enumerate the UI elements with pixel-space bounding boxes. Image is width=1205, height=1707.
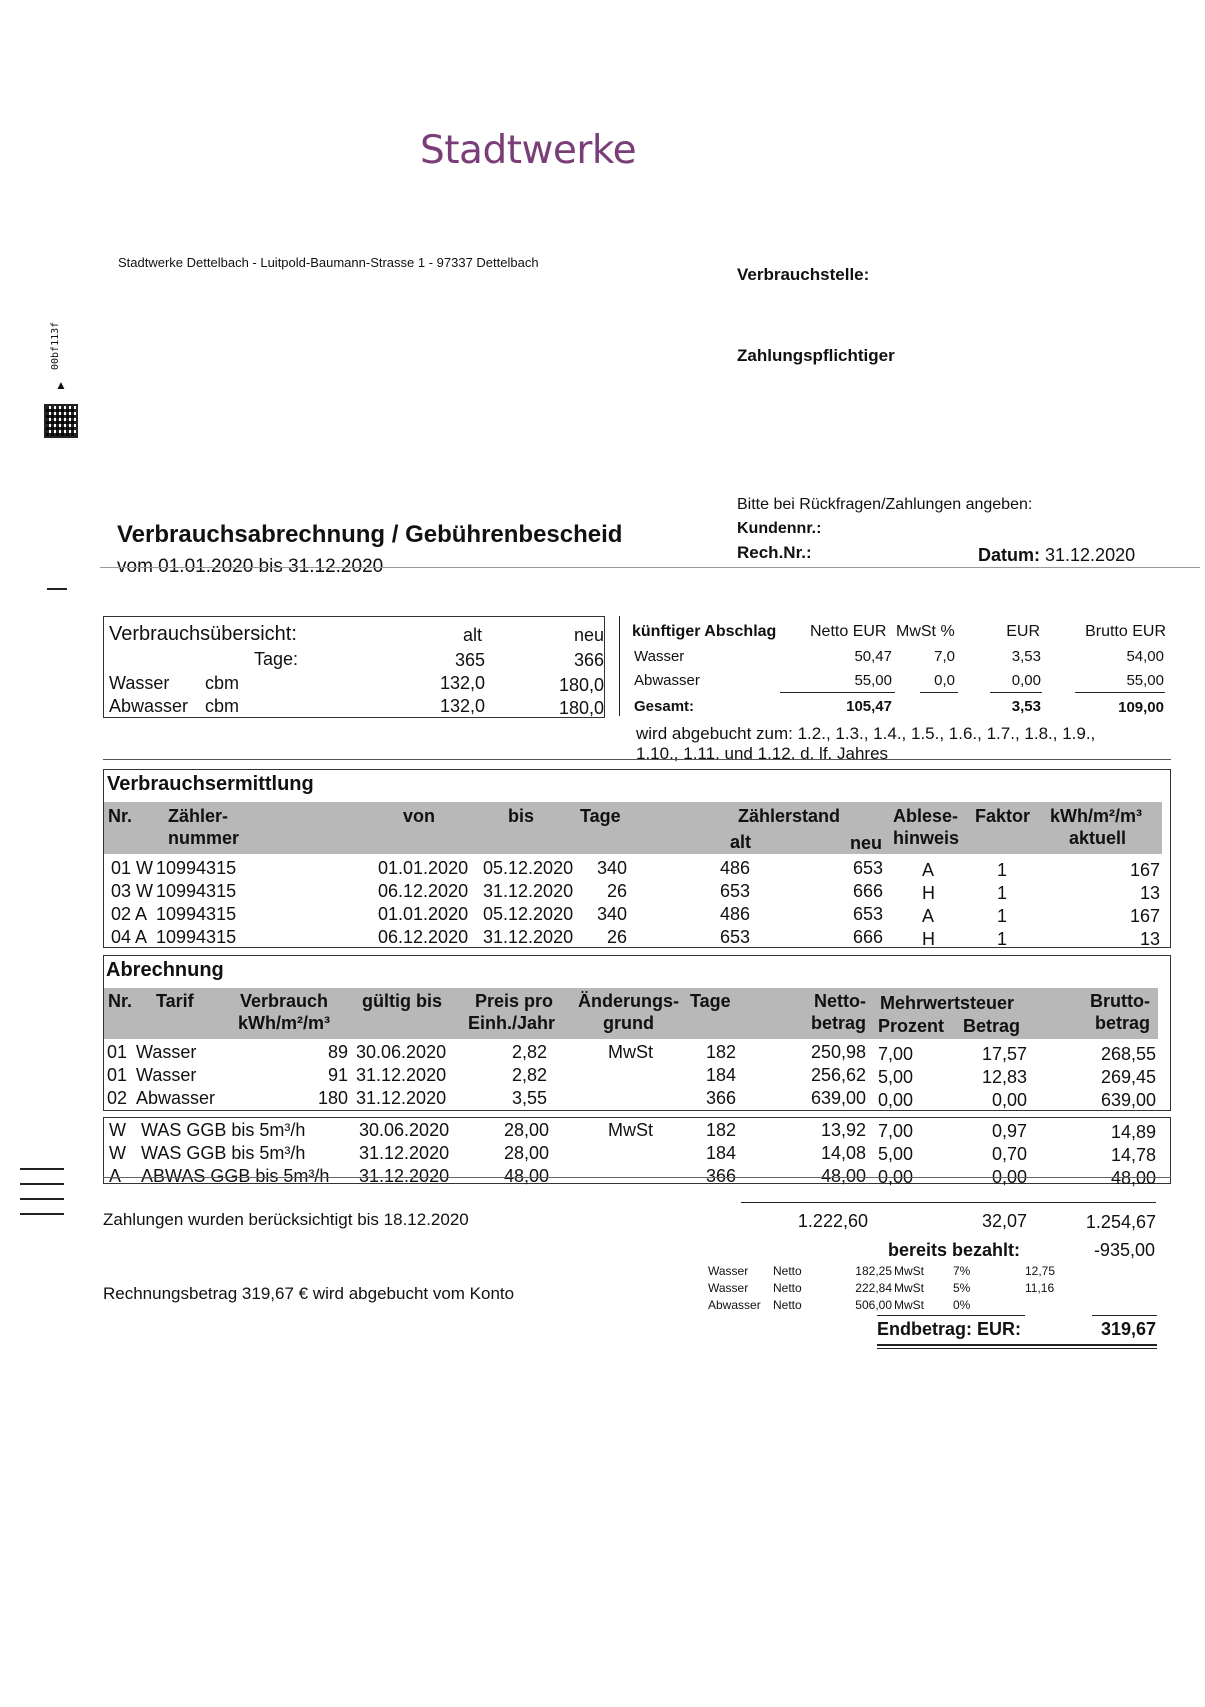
table-row-brutto: 269,45	[1100, 1067, 1156, 1087]
breakdown-name: Wasser	[708, 1264, 749, 1278]
table-row-brutto: 268,55	[1100, 1044, 1156, 1064]
document-title: Verbrauchsabrechnung / Gebührenbescheid	[117, 521, 623, 548]
fee-row-netto: 48,00	[820, 1166, 866, 1186]
abschlag-total-label: Gesamt:	[634, 698, 695, 715]
table-row-faktor: 1	[997, 860, 1008, 880]
abschlag-rule	[1075, 692, 1165, 693]
section-rule	[103, 759, 1171, 760]
breakdown-kind: Netto	[773, 1264, 802, 1278]
table-row-brutto: 639,00	[1100, 1090, 1156, 1110]
omr-mark-2	[20, 1183, 64, 1185]
overview-title: Verbrauchsübersicht:	[109, 623, 297, 645]
abschlag-total-eur: 3,53	[1011, 698, 1041, 715]
overview-row-neu: 180,0	[558, 675, 604, 695]
fee-row-gueltig: 31.12.2020	[359, 1143, 450, 1163]
abrechnung-h-aend2: grund	[603, 1013, 654, 1033]
table-row-zaehler: 10994315	[156, 904, 237, 924]
fee-row-nr: A	[109, 1166, 122, 1186]
table-row-tarif: Abwasser	[136, 1088, 216, 1108]
table-row-zaehler: 10994315	[156, 881, 237, 901]
table-row-nr: 04 A	[111, 927, 148, 947]
table-row-nr: 02	[107, 1088, 128, 1108]
table-row-betrag: 0,00	[991, 1090, 1027, 1110]
abrechnung-h-netto2: betrag	[810, 1013, 866, 1033]
table-row-faktor: 1	[997, 929, 1008, 949]
zahlungspflichtiger-label: Zahlungspflichtiger	[737, 346, 895, 365]
table-row-netto: 639,00	[810, 1088, 866, 1108]
sum-mwst: 32,07	[981, 1211, 1027, 1231]
abrechnung-h-tage: Tage	[690, 991, 731, 1011]
ermittlung-title: Verbrauchsermittlung	[107, 773, 314, 795]
table-row-prozent: 0,00	[878, 1090, 914, 1110]
overview-row-neu: 180,0	[558, 698, 604, 718]
table-row-faktor: 1	[997, 883, 1008, 903]
table-row-aktuell: 167	[1129, 906, 1160, 926]
fee-strike-rule	[103, 1177, 1171, 1178]
table-row-hinweis: H	[922, 883, 935, 903]
rechnr-label: Rech.Nr.:	[737, 543, 812, 562]
table-row-verbrauch: 180	[317, 1088, 348, 1108]
abschlag-row-netto: 55,00	[854, 672, 892, 689]
fee-row-preis: 28,00	[503, 1143, 549, 1163]
table-row-zaehler: 10994315	[156, 858, 237, 878]
abschlag-col-netto: Netto EUR	[810, 623, 887, 640]
ermittlung-h-kwh1: kWh/m²/m³	[1050, 806, 1142, 826]
table-row-tage: 182	[705, 1042, 736, 1062]
debit-note: Rechnungsbetrag 319,67 € wird abgebucht vom Konto	[103, 1284, 515, 1303]
breakdown-rate: 0%	[953, 1298, 971, 1312]
ermittlung-h-kwh2: aktuell	[1069, 828, 1127, 848]
table-row-betrag: 12,83	[981, 1067, 1027, 1087]
brand-logo: Stadtwerke	[420, 128, 637, 173]
overview-row-unit: cbm	[205, 696, 240, 716]
fee-row-nr: W	[109, 1143, 126, 1163]
abrechnung-h-aend1: Änderungs-	[578, 991, 679, 1011]
abschlag-row-mwst: 7,0	[934, 648, 955, 665]
table-row-von: 06.12.2020	[378, 927, 469, 947]
fee-row-brutto: 14,78	[1110, 1145, 1156, 1165]
fee-row-tage: 184	[705, 1143, 736, 1163]
table-row-grund: MwSt	[608, 1042, 653, 1062]
endbetrag-double-rule	[877, 1348, 1157, 1349]
fee-row-grund: MwSt	[608, 1120, 653, 1140]
abrechnung-h-prozent: Prozent	[878, 1016, 945, 1036]
fee-row-tarif: ABWAS GGB bis 5m³/h	[141, 1166, 330, 1186]
breakdown-tax: 11,16	[1025, 1281, 1055, 1295]
breakdown-rate: 7%	[953, 1264, 971, 1278]
abrechnung-h-nr: Nr.	[108, 991, 133, 1011]
omr-mark-1	[20, 1168, 64, 1170]
abrechnung-h-preis2: Einh./Jahr	[468, 1013, 556, 1033]
table-row-hinweis: A	[922, 906, 935, 926]
table-row-alt: 653	[719, 927, 750, 947]
abschlag-row-eur: 3,53	[1011, 648, 1041, 665]
breakdown-amount: 222,84	[855, 1281, 892, 1295]
ermittlung-h-faktor: Faktor	[975, 806, 1031, 826]
ermittlung-h-zaehler2: nummer	[168, 828, 240, 848]
abrechnung-h-preis1: Preis pro	[475, 991, 554, 1011]
breakdown-name: Abwasser	[708, 1298, 761, 1312]
table-row-von: 06.12.2020	[378, 881, 469, 901]
fee-row-prozent: 5,00	[878, 1144, 914, 1164]
table-row-bis: 31.12.2020	[483, 927, 574, 947]
title-rule	[100, 567, 1200, 568]
table-row-nr: 03 W	[111, 881, 154, 901]
table-row-betrag: 17,57	[981, 1044, 1027, 1064]
breakdown-rate: 5%	[953, 1281, 971, 1295]
ermittlung-h-ablese1: Ablese-	[893, 806, 959, 826]
ermittlung-h-ablese2: hinweis	[893, 828, 960, 848]
table-row-netto: 250,98	[810, 1042, 866, 1062]
bezahlt-label: bereits bezahlt:	[888, 1240, 1021, 1260]
table-row-hinweis: H	[922, 929, 935, 949]
sum-netto: 1.222,60	[797, 1211, 868, 1231]
summary-rule	[741, 1202, 1156, 1203]
table-row-nr: 02 A	[111, 904, 148, 924]
abrechnung-h-netto1: Netto-	[814, 991, 866, 1011]
abschlag-row-brutto: 55,00	[1126, 672, 1164, 689]
table-row-gueltig: 31.12.2020	[356, 1065, 447, 1085]
reference-hint: Bitte bei Rückfragen/Zahlungen angeben:	[737, 496, 1033, 513]
ermittlung-h-alt: alt	[730, 832, 752, 852]
datamatrix-code-icon	[44, 404, 78, 438]
abschlag-total-netto: 105,47	[846, 698, 892, 715]
fee-row-betrag: 0,00	[991, 1167, 1027, 1187]
datum	[978, 545, 1135, 566]
abschlag-title: künftiger Abschlag	[632, 623, 777, 640]
overview-tage-label: Tage:	[254, 649, 299, 669]
endbetrag-double-rule	[877, 1344, 1157, 1346]
table-row-faktor: 1	[997, 906, 1008, 926]
ermittlung-h-zaehlerstand: Zählerstand	[738, 806, 841, 826]
abschlag-col-eur: EUR	[1006, 623, 1040, 640]
endbetrag-rule	[877, 1315, 1025, 1316]
fee-row-prozent: 0,00	[878, 1167, 914, 1187]
abschlag-row-eur: 0,00	[1011, 672, 1041, 689]
abschlag-col-mwst: MwSt %	[896, 623, 955, 640]
breakdown-kind: Netto	[773, 1298, 802, 1312]
overview-tage-alt: 365	[454, 650, 485, 670]
fee-row-tage: 366	[705, 1166, 736, 1186]
abrechnung-h-tarif: Tarif	[156, 991, 194, 1011]
ermittlung-h-neu: neu	[850, 833, 883, 853]
abschlag-rule	[990, 692, 1042, 693]
abschlag-row-brutto: 54,00	[1126, 648, 1164, 665]
table-row-zaehler: 10994315	[156, 927, 237, 947]
breakdown-name: Wasser	[708, 1281, 749, 1295]
fee-row-gueltig: 30.06.2020	[359, 1120, 450, 1140]
table-row-prozent: 5,00	[878, 1067, 914, 1087]
abschlag-row-name: Wasser	[634, 648, 685, 665]
table-row-nr: 01	[107, 1042, 128, 1062]
ermittlung-h-zaehler1: Zähler-	[168, 806, 229, 826]
table-row-tage: 26	[606, 881, 627, 901]
table-row-tage: 340	[596, 904, 627, 924]
table-row-alt: 486	[719, 858, 750, 878]
fee-row-betrag: 0,70	[991, 1144, 1027, 1164]
fee-row-netto: 14,08	[820, 1143, 866, 1163]
fee-row-nr: W	[109, 1120, 126, 1140]
abrechnung-h-gueltig: gültig bis	[362, 991, 442, 1011]
abrechnung-h-mwst: Mehrwertsteuer	[880, 993, 1015, 1013]
table-row-bis: 31.12.2020	[483, 881, 574, 901]
breakdown-amount: 506,00	[855, 1298, 892, 1312]
abrechnung-h-brutto2: betrag	[1095, 1013, 1151, 1033]
table-row-bis: 05.12.2020	[483, 904, 574, 924]
table-row-aktuell: 13	[1139, 883, 1160, 903]
breakdown-kind: Netto	[773, 1281, 802, 1295]
breakdown-mwst: MwSt	[894, 1281, 924, 1295]
abschlag-note-2: 1.10., 1.11. und 1.12. d. lf. Jahres	[636, 744, 889, 763]
breakdown-tax: 12,75	[1025, 1264, 1056, 1278]
fee-row-tage: 182	[705, 1120, 736, 1140]
table-row-preis: 2,82	[511, 1042, 547, 1062]
table-row-tarif: Wasser	[136, 1042, 197, 1062]
table-row-tarif: Wasser	[136, 1065, 197, 1085]
ermittlung-h-nr: Nr.	[108, 806, 133, 826]
abschlag-row-name: Abwasser	[634, 672, 700, 689]
abschlag-rule	[920, 692, 958, 693]
payments-note: Zahlungen wurden berücksichtigt bis 18.12.2020	[103, 1210, 469, 1229]
abrechnung-h-verbrauch1: Verbrauch	[240, 991, 329, 1011]
table-row-von: 01.01.2020	[378, 904, 469, 924]
fold-mark	[47, 588, 67, 590]
table-row-prozent: 7,00	[878, 1044, 914, 1064]
fee-row-betrag: 0,97	[991, 1121, 1027, 1141]
omr-mark-3	[20, 1198, 64, 1200]
endbetrag-rule	[1092, 1315, 1157, 1316]
overview-row-unit: cbm	[205, 673, 240, 693]
fee-row-prozent: 7,00	[878, 1121, 914, 1141]
abschlag-row-netto: 50,47	[854, 648, 892, 665]
abrechnung-h-verbrauch2: kWh/m²/m³	[238, 1013, 330, 1033]
table-row-alt: 486	[719, 904, 750, 924]
fee-row-preis: 48,00	[503, 1166, 549, 1186]
ermittlung-h-tage: Tage	[580, 806, 621, 826]
table-row-aktuell: 13	[1139, 929, 1160, 949]
fee-row-preis: 28,00	[503, 1120, 549, 1140]
table-row-preis: 3,55	[511, 1088, 547, 1108]
table-row-hinweis: A	[922, 860, 935, 880]
table-row-neu: 653	[852, 904, 883, 924]
abschlag-rule	[780, 692, 895, 693]
ermittlung-h-bis: bis	[508, 806, 535, 826]
abschlag-col-brutto: Brutto EUR	[1085, 623, 1166, 640]
datum-value: 31.12.2020	[1045, 545, 1136, 565]
abschlag-divider	[619, 616, 620, 716]
table-row-netto: 256,62	[810, 1065, 866, 1085]
overview-row-name: Abwasser	[109, 696, 189, 716]
verbrauchsstelle-label: Verbrauchstelle:	[737, 265, 870, 284]
triangle-marker-icon: ▲	[55, 378, 67, 392]
table-row-tage: 184	[705, 1065, 736, 1085]
abschlag-total-brutto: 109,00	[1118, 699, 1164, 716]
kundennr-label: Kundennr.:	[737, 520, 822, 537]
fee-row-tarif: WAS GGB bis 5m³/h	[141, 1120, 306, 1140]
table-row-bis: 05.12.2020	[483, 858, 574, 878]
overview-row-name: Wasser	[109, 673, 170, 693]
fee-row-gueltig: 31.12.2020	[359, 1166, 450, 1186]
fee-row-brutto: 48,00	[1110, 1168, 1156, 1188]
table-row-alt: 653	[719, 881, 750, 901]
fee-row-netto: 13,92	[820, 1120, 866, 1140]
table-row-preis: 2,82	[511, 1065, 547, 1085]
breakdown-amount: 182,25	[855, 1264, 892, 1278]
omr-mark-4	[20, 1213, 64, 1215]
sum-brutto: 1.254,67	[1085, 1212, 1156, 1232]
overview-row-alt: 132,0	[439, 696, 485, 716]
sender-line: Stadtwerke Dettelbach - Luitpold-Baumann-Strasse 1 - 97337 Dettelbach	[118, 255, 539, 270]
table-row-verbrauch: 89	[327, 1042, 348, 1062]
endbetrag-value: 319,67	[1100, 1319, 1156, 1339]
table-row-gueltig: 31.12.2020	[356, 1088, 447, 1108]
breakdown-mwst: MwSt	[894, 1298, 924, 1312]
table-row-neu: 666	[852, 927, 883, 947]
overview-col-alt: alt	[462, 625, 482, 645]
fee-row-brutto: 14,89	[1110, 1122, 1156, 1142]
bezahlt-value: -935,00	[1093, 1240, 1155, 1260]
breakdown-mwst: MwSt	[894, 1264, 924, 1278]
abrechnung-h-betrag: Betrag	[963, 1016, 1021, 1036]
side-code: 00bf113f	[50, 321, 61, 370]
table-row-nr: 01 W	[111, 858, 154, 878]
overview-tage-neu: 366	[573, 650, 604, 670]
endbetrag-label: Endbetrag: EUR:	[877, 1319, 1021, 1339]
abrechnung-title: Abrechnung	[106, 959, 224, 981]
datum-label: Datum:	[978, 545, 1040, 565]
overview-row-alt: 132,0	[439, 673, 485, 693]
table-row-verbrauch: 91	[327, 1065, 348, 1085]
table-row-tage: 340	[596, 858, 627, 878]
table-row-neu: 666	[852, 881, 883, 901]
table-row-nr: 01	[107, 1065, 128, 1085]
fee-row-tarif: WAS GGB bis 5m³/h	[141, 1143, 306, 1163]
table-row-neu: 653	[852, 858, 883, 878]
abschlag-row-mwst: 0,0	[934, 672, 955, 689]
billing-period: vom 01.01.2020 bis 31.12.2020	[117, 556, 384, 577]
table-row-gueltig: 30.06.2020	[356, 1042, 447, 1062]
ermittlung-h-von: von	[403, 806, 436, 826]
abrechnung-h-brutto1: Brutto-	[1090, 991, 1150, 1011]
table-row-aktuell: 167	[1129, 860, 1160, 880]
overview-col-neu: neu	[573, 625, 604, 645]
table-row-tage: 26	[606, 927, 627, 947]
table-row-tage: 366	[705, 1088, 736, 1108]
table-row-von: 01.01.2020	[378, 858, 469, 878]
abschlag-note-1: wird abgebucht zum: 1.2., 1.3., 1.4., 1.5., 1.6., 1.7., 1.8., 1.9.,	[636, 724, 1096, 743]
